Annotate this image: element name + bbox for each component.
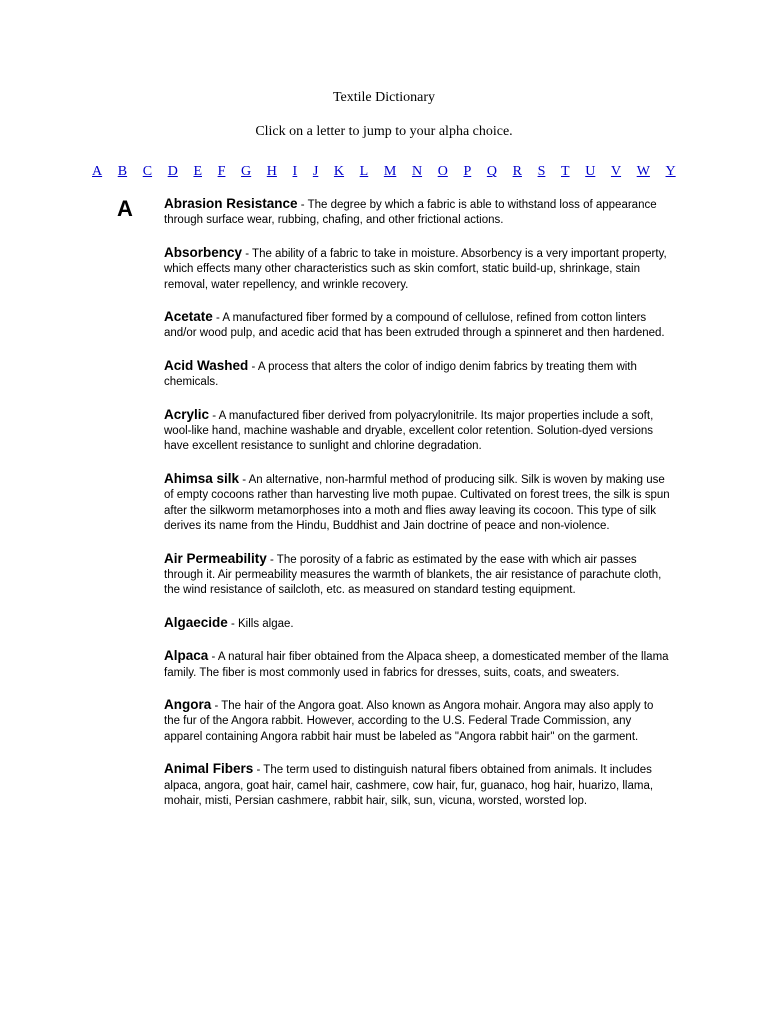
- alpha-link-f[interactable]: F: [217, 164, 226, 179]
- entry-term: Alpaca: [164, 648, 209, 664]
- alpha-link-v[interactable]: V: [610, 164, 622, 179]
- dictionary-entry: [164, 196, 670, 229]
- alpha-link-w[interactable]: W: [636, 164, 650, 179]
- alpha-link-c[interactable]: C: [142, 164, 153, 179]
- entry-term: Acetate: [164, 309, 213, 325]
- entry-term: Angora: [164, 696, 212, 712]
- dictionary-entry: [164, 245, 670, 293]
- entry-term: Acrylic: [164, 406, 210, 422]
- entry-term: Acid Washed: [164, 357, 249, 373]
- entry-term: Absorbency: [164, 244, 243, 260]
- entry-definition: - A natural hair fiber obtained from the Alpaca sheep, a domesticated member of the llama family. The fiber is most commonly used in fabrics for dresses, suits, coats, and sweaters.: [164, 651, 669, 679]
- alpha-link-k[interactable]: K: [333, 164, 345, 179]
- alpha-link-h[interactable]: H: [266, 164, 277, 179]
- entry-term: Air Permeability: [164, 550, 267, 566]
- entry-definition: - A manufactured fiber derived from polyacrylonitrile. Its major properties include a soft, wool-like hand, machine washable and dryable, excellent color retention. Solution-dyed versions have excellent resistance to sunlight and chlorine degradation.: [164, 409, 654, 453]
- alpha-link-p[interactable]: P: [463, 164, 472, 179]
- entry-definition: - The term used to distinguish natural fibers obtained from animals. It includes alpaca, angora, goat hair, camel hair, cashmere, cow hair, fur, guanaco, hog hair, huarizo, llama, mohair, misti, Persian cashmere, rabbit hair, silk, sun, vicuna, worsted, worsted lop.: [164, 764, 654, 807]
- alpha-link-y[interactable]: Y: [665, 164, 676, 179]
- alpha-link-b[interactable]: B: [117, 164, 128, 179]
- entry-definition: - A process that alters the color of indigo denim fabrics by treating them with chemicals.: [164, 360, 637, 389]
- dictionary-entry: [164, 615, 670, 632]
- entry-term: Ahimsa silk: [164, 470, 240, 486]
- alpha-link-g[interactable]: G: [241, 164, 252, 179]
- entry-term: Algaecide: [164, 614, 228, 630]
- dictionary-entry: [164, 471, 670, 535]
- entry-term: Animal Fibers: [164, 761, 254, 777]
- entry-definition: - A manufactured fiber formed by a compound of cellulose, refined from cotton linters and/or wood pulp, and acedic acid that has been extruded through a spinneret and then hardened.: [164, 312, 665, 340]
- dictionary-entry: [164, 761, 670, 809]
- alpha-link-l[interactable]: L: [359, 164, 369, 179]
- alpha-link-m[interactable]: M: [383, 164, 397, 179]
- dictionary-entry: [164, 697, 670, 745]
- alpha-link-o[interactable]: O: [437, 164, 448, 179]
- entry-definition: - The porosity of a fabric as estimated by the ease with which air passes through it. Air permeability measures the warmth of blankets, the air resistance of parachute cloth, the wind resistance of sailcloth, etc. as measured on standard testing equipment.: [164, 553, 662, 597]
- alpha-link-a[interactable]: A: [92, 164, 103, 179]
- alpha-link-d[interactable]: D: [167, 164, 178, 179]
- alpha-link-e[interactable]: E: [193, 164, 202, 179]
- dictionary-entry: [164, 551, 670, 599]
- page-title: Textile Dictionary: [332, 90, 436, 105]
- alpha-link-n[interactable]: N: [411, 164, 423, 179]
- alpha-link-r[interactable]: R: [512, 164, 522, 179]
- instruction-text: Click on a letter to jump to your alpha choice.: [255, 124, 513, 139]
- dictionary-entries: [164, 196, 670, 825]
- entry-definition: - The ability of a fabric to take in moisture. Absorbency is a very important property, which effects many other characteristics such as skin comfort, static build-up, shrinkage, stain removal, water repellency, and wrinkle recovery.: [164, 247, 667, 291]
- alpha-link-s[interactable]: S: [537, 164, 546, 179]
- entry-definition: - An alternative, non-harmful method of producing silk. Silk is woven by making use of empty cocoons rather than harvesting live moth pupae. Cultivated on forest trees, the silk is spun after the silkworm metamorphoses into a moth and flies away leaving its cocoon. This type of silk derives its name from the Hindu, Buddhist and Jain doctrine of peace and non-violence.: [164, 473, 670, 533]
- alpha-link-t[interactable]: T: [561, 164, 570, 179]
- dictionary-entry: [164, 407, 670, 455]
- entry-term: Abrasion Resistance: [164, 196, 298, 211]
- entry-definition: - Kills algae.: [227, 617, 294, 630]
- alpha-link-i[interactable]: I: [292, 164, 298, 179]
- entry-definition: - The hair of the Angora goat. Also known as Angora mohair. Angora may also apply to the fur of the Angora rabbit. However, according to the U.S. Federal Trade Commission, any apparel containing Angora rabbit hair must be labeled as "Angora rabbit hair" on the garment.: [164, 699, 654, 743]
- alpha-link-j[interactable]: J: [312, 164, 319, 179]
- section-letter-heading: A: [117, 196, 133, 221]
- alphabet-nav: [92, 164, 676, 180]
- entry-definition: - The degree by which a fabric is able to withstand loss of appearance through surface wear, rubbing, chafing, and other frictional actions.: [164, 199, 657, 227]
- alpha-link-q[interactable]: Q: [486, 164, 497, 179]
- dictionary-entry: [164, 648, 670, 681]
- dictionary-entry: [164, 309, 670, 342]
- alpha-link-u[interactable]: U: [585, 164, 596, 179]
- dictionary-entry: [164, 358, 670, 391]
